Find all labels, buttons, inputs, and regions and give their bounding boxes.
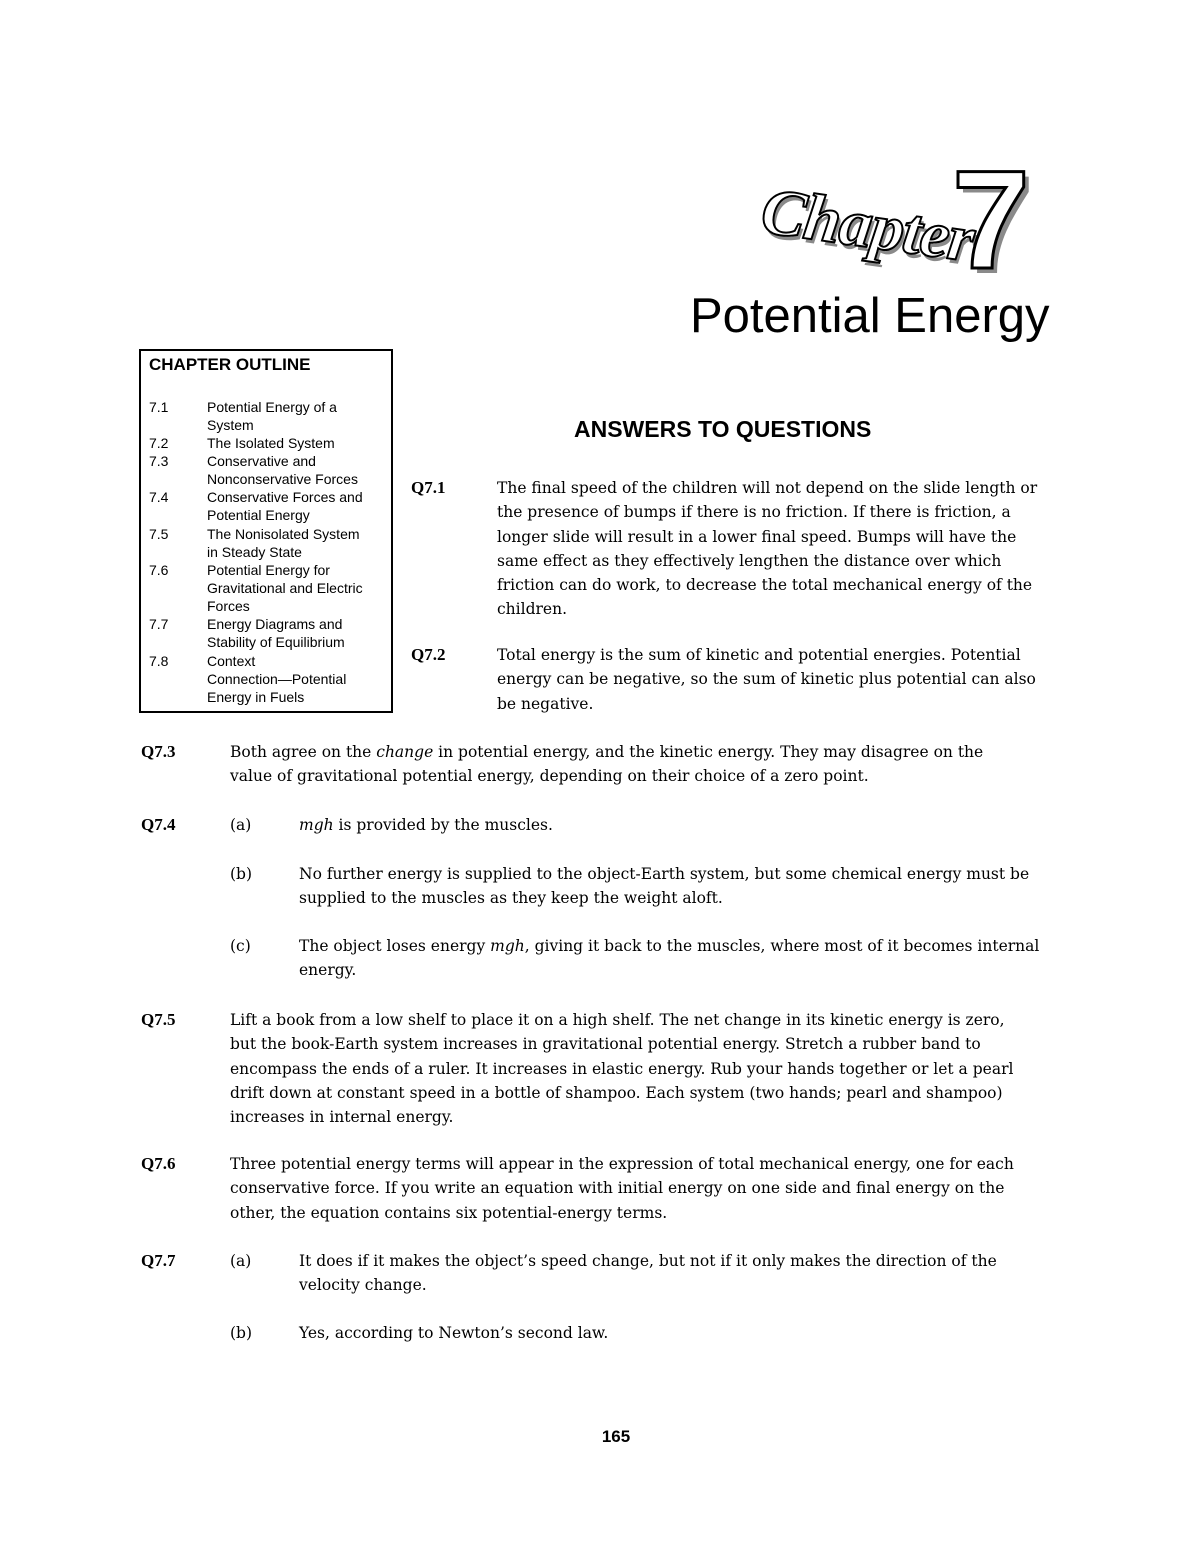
answer-text-segment: , giving it back to the muscles, where most of it becomes internal <box>524 937 1040 955</box>
answer-line: value of gravitational potential energy, depending on their choice of a zero point. <box>230 767 869 786</box>
answer-line <box>299 813 1099 837</box>
answers-heading: ANSWERS TO QUESTIONS <box>574 416 872 442</box>
outline-line: Nonconservative Forces <box>207 471 358 487</box>
emphasis-text: mgh <box>299 816 334 834</box>
question-label: Q7.7 <box>141 1251 176 1270</box>
question-label: Q7.3 <box>141 742 176 761</box>
outline-item-text <box>207 452 387 488</box>
outline-item-text <box>207 434 387 452</box>
outline-line: Conservative and <box>207 453 316 469</box>
outline-line: Energy Diagrams and <box>207 616 343 632</box>
outline-item-text <box>207 488 387 524</box>
answer-line: Lift a book from a low shelf to place it on a high shelf. The net change in its kinetic energy is zero, <box>230 1011 1005 1029</box>
outline-line: Potential Energy <box>207 507 310 523</box>
question-label: Q7.6 <box>141 1154 176 1173</box>
emphasis-text: mgh <box>490 937 525 955</box>
answer-line: the presence of bumps if there is no friction. If there is friction, a <box>497 503 1011 522</box>
answer-text <box>230 1152 1100 1225</box>
answer-line: Three potential energy terms will appear in the expression of total mechanical energy, one for each <box>230 1155 1014 1173</box>
answer-line: friction can do work, to decrease the total mechanical energy of the <box>497 576 1033 595</box>
outline-item-text <box>207 615 387 651</box>
answer-text <box>299 1321 1099 1345</box>
answer-text <box>497 643 1097 716</box>
part-label: (c) <box>230 937 251 955</box>
answer-line: velocity change. <box>299 1276 427 1295</box>
page-number: 165 <box>601 1427 631 1446</box>
outline-heading: CHAPTER OUTLINE <box>149 355 311 374</box>
chapter-word: Chapter <box>756 174 979 277</box>
answer-line: conservative force. If you write an equation with initial energy on one side and final energy on the <box>230 1179 1005 1198</box>
answer-text-segment: in potential energy, and the kinetic energy. They may disagree on the <box>433 743 984 761</box>
answer-line: longer slide will result in a lower final speed. Bumps will have the <box>497 527 1017 546</box>
outline-item-number: 7.5 <box>149 526 169 542</box>
answer-text <box>299 862 1099 911</box>
outline-item-number: 7.8 <box>149 653 169 669</box>
answer-text <box>299 934 1099 983</box>
answer-line: energy. <box>299 961 357 980</box>
answer-text <box>299 813 1099 837</box>
outline-line: System <box>207 417 254 433</box>
answer-text-segment: Both agree on the <box>230 743 377 761</box>
outline-item-text <box>207 525 387 561</box>
outline-line: in Steady State <box>207 544 302 560</box>
answer-line: children. <box>497 600 567 619</box>
answer-line: No further energy is supplied to the object-Earth system, but some chemical energy must be <box>299 865 1030 883</box>
answer-text <box>230 1008 1100 1129</box>
outline-item-number: 7.6 <box>149 562 169 578</box>
outline-line: Conservative Forces and <box>207 489 363 505</box>
answer-text <box>497 476 1097 622</box>
question-label: Q7.4 <box>141 815 176 834</box>
outline-item-text <box>207 561 387 615</box>
answer-text <box>230 740 1100 789</box>
outline-line: Context <box>207 653 256 669</box>
question-label: Q7.2 <box>411 645 446 664</box>
outline-line: The Isolated System <box>207 435 335 451</box>
question-label: Q7.5 <box>141 1010 176 1029</box>
outline-line: Potential Energy for <box>207 562 330 578</box>
answer-line: supplied to the muscles as they keep the weight aloft. <box>299 889 723 908</box>
answer-line: The final speed of the children will not depend on the slide length or <box>497 479 1038 497</box>
answer-text-segment: The object loses energy <box>299 937 491 955</box>
answer-line: be negative. <box>497 694 594 713</box>
part-label: (a) <box>230 1252 252 1270</box>
answer-line: other, the equation contains six potential-energy terms. <box>230 1203 668 1222</box>
chapter-number: 7 <box>952 141 1030 298</box>
part-label: (a) <box>230 816 252 834</box>
outline-item-number: 7.7 <box>149 616 169 632</box>
outline-item-number: 7.3 <box>149 453 169 469</box>
outline-line: Gravitational and Electric <box>207 580 363 596</box>
answer-line: energy can be negative, so the sum of kinetic plus potential can also <box>497 670 1036 689</box>
outline-line: Energy in Fuels <box>207 689 305 705</box>
answer-line: Total energy is the sum of kinetic and potential energies. Potential <box>497 646 1021 664</box>
outline-line: Potential Energy of a <box>207 399 337 415</box>
answer-text-segment: is provided by the muscles. <box>333 816 553 834</box>
chapter-outline-box <box>139 349 393 713</box>
answer-line: increases in internal energy. <box>230 1108 454 1127</box>
answer-line: same effect as they effectively lengthen the distance over which <box>497 551 1002 570</box>
outline-item-number: 7.1 <box>149 399 169 415</box>
answer-line: encompass the ends of a ruler. It increases in elastic energy. Rub your hands together or let a pearl <box>230 1059 1014 1078</box>
chapter-title: Potential Energy <box>690 289 1050 343</box>
answer-line <box>299 934 1099 958</box>
answer-line <box>230 740 1100 764</box>
answer-text <box>299 1249 1099 1298</box>
outline-item-number: 7.2 <box>149 435 169 451</box>
answer-line: but the book-Earth system increases in gravitational potential energy. Stretch a rubber band to <box>230 1035 981 1054</box>
outline-item-text <box>207 398 387 434</box>
question-label: Q7.1 <box>411 478 446 497</box>
outline-line: Forces <box>207 598 250 614</box>
outline-item-number: 7.4 <box>149 489 169 505</box>
answer-line: Yes, according to Newton’s second law. <box>299 1324 609 1342</box>
outline-line: Stability of Equilibrium <box>207 634 345 650</box>
outline-line: Connection—Potential <box>207 671 347 687</box>
outline-item-text <box>207 652 387 706</box>
answer-line: It does if it makes the object’s speed change, but not if it only makes the direction of the <box>299 1252 997 1270</box>
part-label: (b) <box>230 865 253 883</box>
outline-line: The Nonisolated System <box>207 526 360 542</box>
answer-line: drift down at constant speed in a bottle of shampoo. Each system (two hands; pearl and shampoo) <box>230 1083 1003 1102</box>
emphasis-text: change <box>376 743 434 761</box>
part-label: (b) <box>230 1324 253 1342</box>
